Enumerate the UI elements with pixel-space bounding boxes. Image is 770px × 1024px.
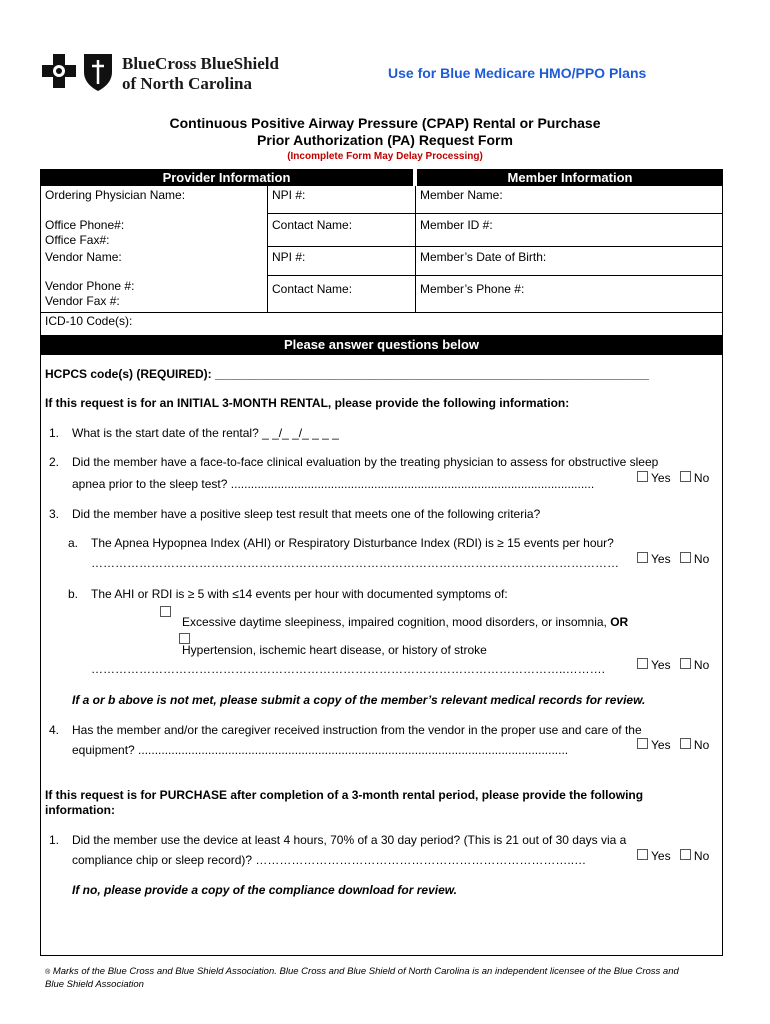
- yes-label: Yes: [651, 738, 671, 752]
- vendor-npi-field[interactable]: NPI #:: [272, 250, 306, 264]
- org-name-line1: BlueCross BlueShield: [122, 54, 279, 73]
- questions-heading: Please answer questions below: [40, 335, 723, 355]
- hcpcs-field[interactable]: HCPCS code(s) (REQUIRED): _________________________________________________________________: [45, 367, 649, 381]
- no-label: No: [693, 658, 710, 672]
- initial-rental-intro: If this request is for an INITIAL 3-MONTH RENTAL, please provide the following information:: [45, 396, 570, 410]
- symptom-option-2: Hypertension, ischemic heart disease, or history of stroke: [182, 643, 487, 657]
- no-checkbox[interactable]: [680, 552, 691, 563]
- no-label: No: [693, 738, 710, 752]
- divider: [267, 246, 723, 247]
- purchase-intro-cont: information:: [45, 803, 115, 817]
- yes-no-group: [635, 658, 709, 672]
- divider: [267, 213, 723, 214]
- question-instruction-cont: equipment? .................................................................................................................................: [72, 743, 569, 757]
- footer-line2: Blue Shield Association: [45, 979, 144, 990]
- compliance-download-note: If no, please provide a copy of the compliance download for review.: [72, 883, 457, 897]
- question-ahi-5-14: The AHI or RDI is ≥ 5 with ≤14 events per hour with documented symptoms of:: [91, 587, 508, 601]
- blue-cross-icon: [42, 54, 76, 92]
- no-label: No: [693, 552, 710, 566]
- divider: [267, 275, 268, 312]
- divider: [40, 312, 267, 313]
- divider: [267, 186, 268, 213]
- symptom-checkbox-sleepiness[interactable]: [160, 606, 171, 617]
- yes-checkbox[interactable]: [637, 552, 648, 563]
- physician-npi-field[interactable]: NPI #:: [272, 188, 306, 202]
- footer-disclaimer: [45, 966, 725, 991]
- question-number: 4.: [49, 723, 60, 737]
- vendor-name-field[interactable]: Vendor Name:: [45, 250, 122, 264]
- divider: [267, 213, 268, 246]
- question-instruction: Has the member and/or the caregiver received instruction from the vendor in the proper use and care of the: [72, 723, 642, 737]
- no-checkbox[interactable]: [680, 738, 691, 749]
- yes-no-group: [635, 552, 709, 566]
- plans-note: Use for Blue Medicare HMO/PPO Plans: [388, 65, 647, 81]
- yes-label: Yes: [651, 552, 671, 566]
- yes-label: Yes: [651, 658, 671, 672]
- question-compliance: Did the member use the device at least 4 hours, 70% of a 30 day period? (This is 21 out of 30 days via a: [72, 833, 627, 847]
- provider-contact-name-field[interactable]: Contact Name:: [272, 218, 353, 232]
- question-number: 1.: [49, 426, 60, 440]
- member-info-heading: Member Information: [417, 169, 723, 186]
- question-number: 3.: [49, 507, 60, 521]
- vendor-contact-name-field[interactable]: Contact Name:: [272, 282, 353, 296]
- office-phone-field[interactable]: Office Phone#:: [45, 218, 125, 232]
- question-number: 1.: [49, 833, 60, 847]
- or-label: OR: [610, 615, 629, 629]
- criteria-not-met-note: If a or b above is not met, please submit a copy of the member’s relevant medical records for review.: [72, 693, 646, 707]
- footer-line1: Marks of the Blue Cross and Blue Shield Association. Blue Cross and Blue Shield of North Carolina is an independent licensee of the Blue Cross and: [52, 966, 679, 977]
- divider: [267, 275, 723, 276]
- question-start-date[interactable]: What is the start date of the rental? _ _/_ _/_ _ _ _: [72, 426, 339, 440]
- member-name-field[interactable]: Member Name:: [420, 188, 503, 202]
- member-phone-field[interactable]: Member’s Phone #:: [420, 282, 525, 296]
- registered-mark: ®: [45, 969, 51, 976]
- divider: [267, 246, 268, 275]
- icd10-codes-field[interactable]: ICD-10 Code(s):: [45, 314, 133, 328]
- yes-checkbox[interactable]: [637, 471, 648, 482]
- purchase-intro: If this request is for PURCHASE after completion of a 3-month rental period, please provide the following: [45, 788, 644, 802]
- form-title-line1: Continuous Positive Airway Pressure (CPAP) Rental or Purchase: [169, 115, 601, 131]
- form-title-line2: Prior Authorization (PA) Request Form: [257, 132, 513, 148]
- no-checkbox[interactable]: [680, 849, 691, 860]
- member-id-field[interactable]: Member ID #:: [420, 218, 493, 232]
- dot-leader: ………………………………………………………………………………………………………..……….: [91, 662, 606, 676]
- yes-no-group: [635, 471, 709, 485]
- no-checkbox[interactable]: [680, 471, 691, 482]
- no-checkbox[interactable]: [680, 658, 691, 669]
- question-face-to-face-cont: apnea prior to the sleep test? .............................................................................................................: [72, 477, 595, 491]
- question-number: a.: [68, 536, 79, 550]
- yes-checkbox[interactable]: [637, 849, 648, 860]
- incomplete-warning: (Incomplete Form May Delay Processing): [287, 151, 483, 162]
- blue-shield-icon: [82, 52, 114, 92]
- question-sleep-test: Did the member have a positive sleep test result that meets one of the following criteria?: [72, 507, 541, 521]
- vendor-fax-field[interactable]: Vendor Fax #:: [45, 294, 120, 308]
- vendor-phone-field[interactable]: Vendor Phone #:: [45, 279, 135, 293]
- yes-label: Yes: [651, 471, 671, 485]
- provider-info-heading: Provider Information: [40, 169, 413, 186]
- question-compliance-cont: compliance chip or sleep record)? ……………………………………………………………………..…: [72, 853, 587, 867]
- member-dob-field[interactable]: Member’s Date of Birth:: [420, 250, 547, 264]
- no-label: No: [693, 471, 710, 485]
- yes-no-group: [635, 738, 709, 752]
- org-name-line2: of North Carolina: [122, 74, 253, 93]
- divider: [267, 312, 723, 313]
- yes-checkbox[interactable]: [637, 738, 648, 749]
- divider: [415, 186, 416, 312]
- question-number: 2.: [49, 455, 60, 469]
- question-number: b.: [68, 587, 79, 601]
- question-ahi-15: The Apnea Hypopnea Index (AHI) or Respiratory Disturbance Index (RDI) is ≥ 15 events per hour?: [91, 536, 614, 550]
- office-fax-field[interactable]: Office Fax#:: [45, 233, 110, 247]
- yes-label: Yes: [651, 849, 671, 863]
- ordering-physician-field[interactable]: Ordering Physician Name:: [45, 188, 186, 202]
- dot-leader: ……………………………………………………………………………………………………………………: [91, 556, 619, 570]
- question-face-to-face: Did the member have a face-to-face clinical evaluation by the treating physician to assess for obstructive sleep: [72, 455, 659, 469]
- symptom-option-1-label: Excessive daytime sleepiness, impaired cognition, mood disorders, or insomnia,: [182, 615, 607, 629]
- yes-checkbox[interactable]: [637, 658, 648, 669]
- logo: [42, 50, 292, 98]
- no-label: No: [693, 849, 710, 863]
- symptom-option-1: [182, 615, 628, 629]
- yes-no-group: [635, 849, 709, 863]
